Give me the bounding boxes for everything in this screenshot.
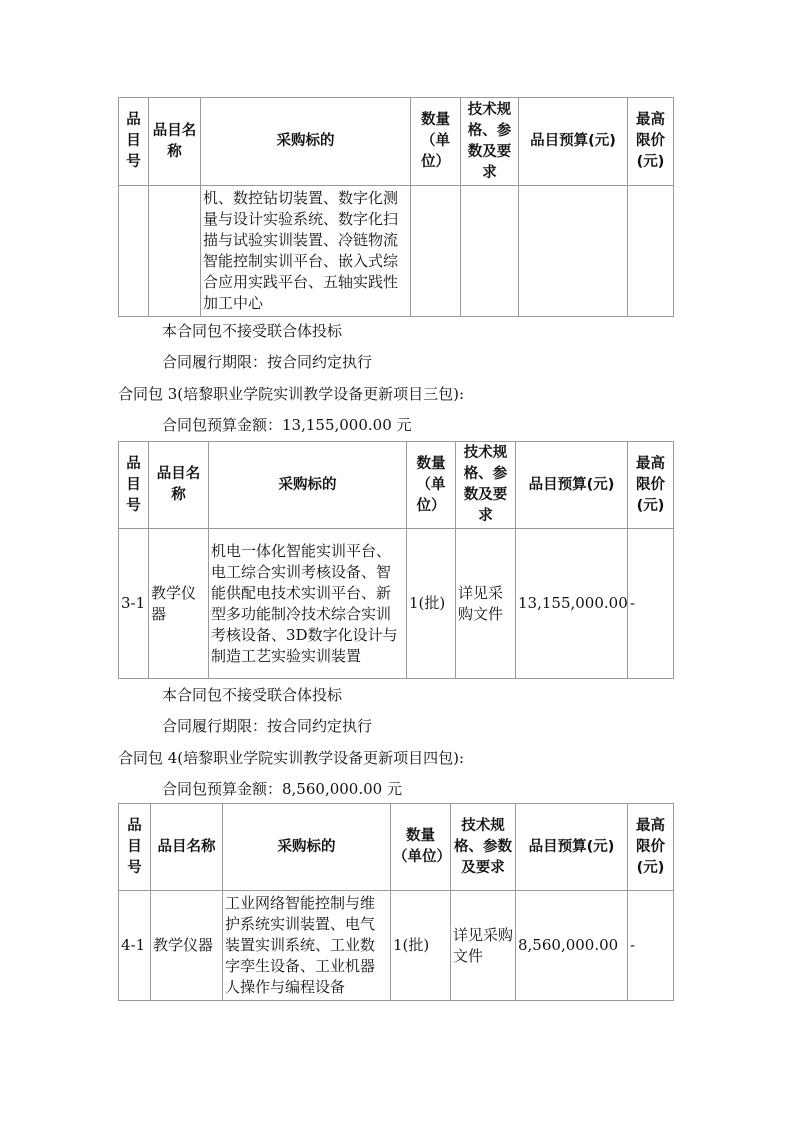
header-target: 采购标的 xyxy=(209,442,407,529)
header-name: 品目名称 xyxy=(149,442,209,529)
package-title: 合同包 3(培黎职业学院实训教学设备更新项目三包): xyxy=(118,385,465,403)
header-max: 最高限价(元) xyxy=(628,98,674,186)
cell-target: 工业网络智能控制与维护系统实训装置、电气装置实训系统、工业数字孪生设备、工业机器人操作与编程设备 xyxy=(223,891,391,1001)
cell-budget: 13,155,000.00 xyxy=(516,529,628,679)
header-max: 最高限价(元) xyxy=(628,804,674,891)
table-header xyxy=(119,442,674,529)
cell-spec xyxy=(461,186,519,317)
cell-no: 4-1 xyxy=(119,891,151,1001)
cell-name: 教学仪器 xyxy=(151,891,223,1001)
header-budget: 品目预算(元) xyxy=(516,442,628,529)
package-budget: 合同包预算金额：13,155,000.00 元 xyxy=(162,416,412,434)
consortium-note: 本合同包不接受联合体投标 xyxy=(162,322,343,340)
package-title: 合同包 4(培黎职业学院实训教学设备更新项目四包): xyxy=(118,749,465,767)
package-budget: 合同包预算金额：8,560,000.00 元 xyxy=(162,780,402,798)
items-table-pkg4 xyxy=(118,803,674,1001)
table-row xyxy=(119,891,674,1001)
header-no: 品目号 xyxy=(119,442,149,529)
items-table-pkg2 xyxy=(118,97,674,317)
table-header xyxy=(119,98,674,186)
period-note: 合同履行期限：按合同约定执行 xyxy=(162,717,373,735)
header-qty: 数量（单位） xyxy=(411,98,461,186)
cell-spec: 详见采购文件 xyxy=(456,529,516,679)
header-spec: 技术规格、参数及要求 xyxy=(451,804,516,891)
header-qty: 数量（单位） xyxy=(407,442,456,529)
header-no: 品目号 xyxy=(119,804,151,891)
table-header xyxy=(119,804,674,891)
header-name: 品目名称 xyxy=(151,804,223,891)
header-budget: 品目预算(元) xyxy=(516,804,628,891)
header-spec: 技术规格、参数及要求 xyxy=(461,98,519,186)
cell-no: 3-1 xyxy=(119,529,149,679)
cell-max: - xyxy=(628,529,674,679)
cell-qty: 1(批) xyxy=(407,529,456,679)
header-target: 采购标的 xyxy=(223,804,391,891)
header-name: 品目名称 xyxy=(149,98,201,186)
period-note: 合同履行期限：按合同约定执行 xyxy=(162,353,373,371)
cell-budget xyxy=(519,186,628,317)
cell-name: 教学仪器 xyxy=(149,529,209,679)
header-budget: 品目预算(元) xyxy=(519,98,628,186)
header-no: 品目号 xyxy=(119,98,149,186)
cell-target: 机电一体化智能实训平台、电工综合实训考核设备、智能供配电技术实训平台、新型多功能制冷技术综合实训考核设备、3D数字化设计与制造工艺实验实训装置 xyxy=(209,529,407,679)
header-target: 采购标的 xyxy=(201,98,411,186)
cell-budget: 8,560,000.00 xyxy=(516,891,628,1001)
cell-max xyxy=(628,186,674,317)
cell-target: 机、数控钻切装置、数字化测量与设计实验系统、数字化扫描与试验实训装置、冷链物流智能控制实训平台、嵌入式综合应用实践平台、五轴实践性加工中心 xyxy=(201,186,411,317)
cell-qty: 1(批) xyxy=(391,891,451,1001)
cell-name xyxy=(149,186,201,317)
consortium-note: 本合同包不接受联合体投标 xyxy=(162,686,343,704)
header-max: 最高限价(元) xyxy=(628,442,674,529)
header-spec: 技术规格、参数及要求 xyxy=(456,442,516,529)
table-row xyxy=(119,186,674,317)
items-table-pkg3 xyxy=(118,441,674,679)
cell-no xyxy=(119,186,149,317)
cell-max: - xyxy=(628,891,674,1001)
table-row xyxy=(119,529,674,679)
cell-spec: 详见采购文件 xyxy=(451,891,516,1001)
cell-qty xyxy=(411,186,461,317)
header-qty: 数量（单位） xyxy=(391,804,451,891)
